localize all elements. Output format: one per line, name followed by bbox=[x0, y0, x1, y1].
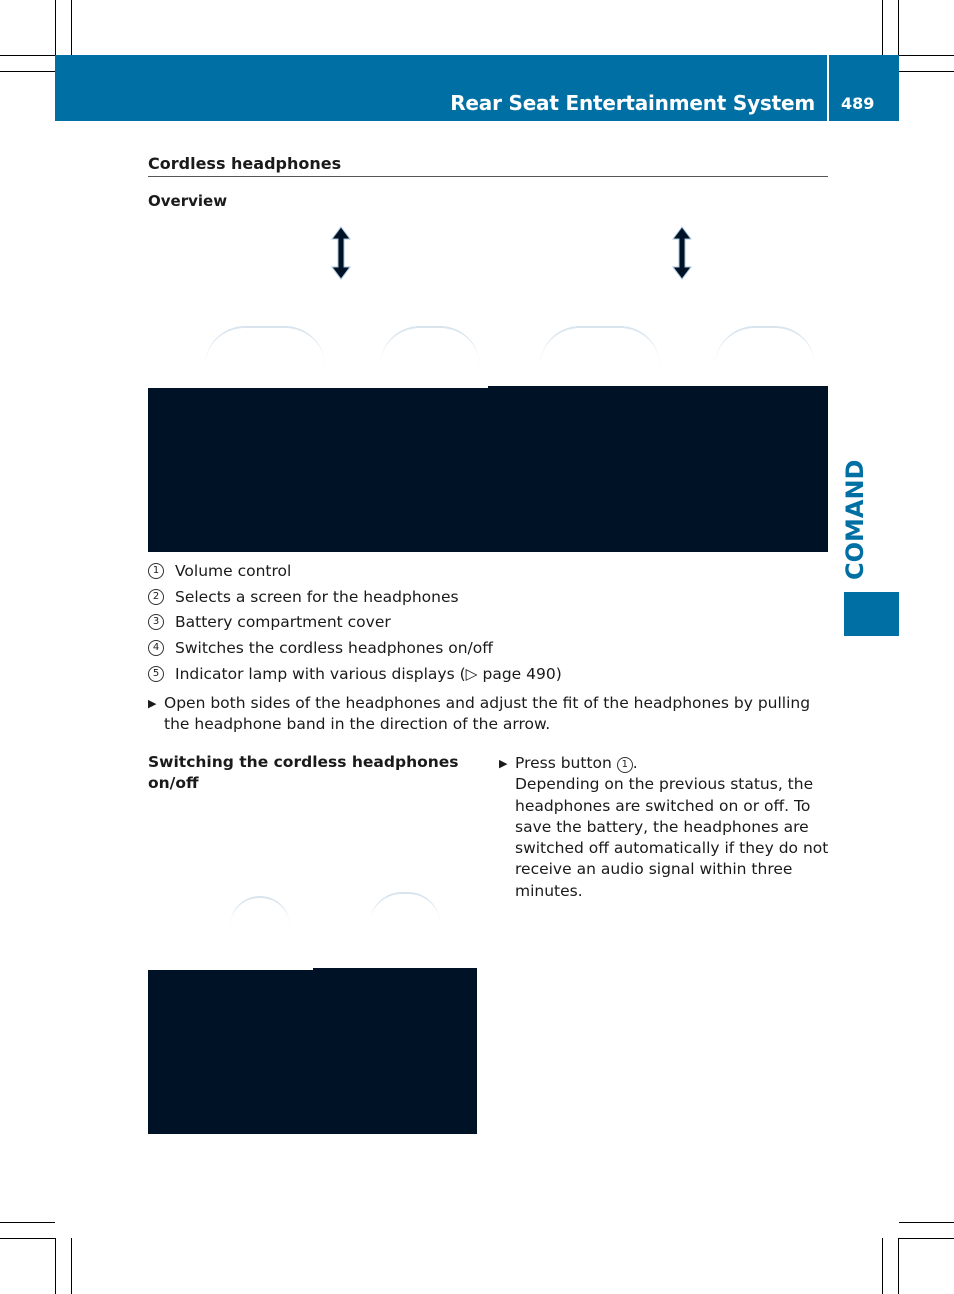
press-button-text: Press button bbox=[515, 754, 617, 772]
legend-text: Selects a screen for the headphones bbox=[175, 587, 459, 606]
headphone-outline bbox=[205, 326, 325, 368]
crop-mark bbox=[0, 1222, 55, 1223]
page-number-box bbox=[829, 55, 899, 121]
legend-item bbox=[148, 635, 828, 661]
triangle-right-icon: ▶ bbox=[499, 757, 508, 770]
callout-legend bbox=[148, 558, 828, 687]
crop-mark bbox=[882, 0, 883, 55]
section-title: Cordless headphones bbox=[148, 154, 342, 173]
instruction-step bbox=[148, 693, 828, 736]
headphones-image-right bbox=[488, 386, 828, 552]
legend-text: Volume control bbox=[175, 561, 292, 580]
power-button-image bbox=[148, 970, 477, 1134]
double-arrow-vertical-icon bbox=[670, 226, 694, 280]
crop-mark bbox=[899, 55, 954, 56]
crop-mark bbox=[898, 1238, 899, 1294]
crop-mark bbox=[0, 71, 55, 72]
headphone-outline bbox=[230, 896, 290, 928]
headphone-outline bbox=[540, 326, 660, 368]
instruction-text: Open both sides of the headphones and adjust the fit of the headphones by pulling the headphone band in the direction of the arrow. bbox=[164, 694, 811, 734]
legend-item bbox=[148, 584, 828, 610]
switching-heading: Switching the cordless headphones on/off bbox=[148, 753, 459, 793]
press-suffix: . bbox=[632, 754, 638, 772]
switching-description: Depending on the previous status, the headphones are switched on or off. To save the battery, the headphones are switched off automatically if they do not receive an audio signal within three minutes. bbox=[515, 775, 829, 900]
headphone-outline bbox=[380, 326, 480, 368]
power-button-image-top bbox=[313, 968, 477, 972]
callout-number: 4 bbox=[148, 640, 164, 656]
crop-mark bbox=[71, 1238, 72, 1294]
legend-item bbox=[148, 661, 828, 687]
callout-number: 1 bbox=[148, 563, 164, 579]
side-tab-marker bbox=[844, 592, 899, 636]
legend-item bbox=[148, 558, 828, 584]
crop-mark bbox=[0, 1238, 55, 1239]
headphones-image-left bbox=[148, 388, 488, 552]
headphone-outline bbox=[715, 326, 815, 368]
legend-text: Switches the cordless headphones on/off bbox=[175, 639, 493, 658]
crop-mark bbox=[899, 1238, 954, 1239]
callout-number: 5 bbox=[148, 666, 164, 682]
callout-number: 3 bbox=[148, 614, 164, 630]
crop-mark bbox=[0, 55, 55, 56]
crop-mark bbox=[882, 1238, 883, 1294]
crop-mark bbox=[899, 71, 954, 72]
callout-number: 1 bbox=[617, 757, 633, 773]
section-divider bbox=[148, 176, 828, 177]
crop-mark bbox=[71, 0, 72, 55]
header-title: Rear Seat Entertainment System bbox=[450, 91, 815, 115]
side-section-label: COMAND bbox=[841, 459, 869, 580]
crop-mark bbox=[899, 1222, 954, 1223]
overview-heading: Overview bbox=[148, 192, 228, 210]
double-arrow-vertical-icon bbox=[329, 226, 353, 280]
crop-mark bbox=[898, 0, 899, 55]
triangle-right-icon: ▶ bbox=[148, 697, 157, 710]
instruction-step bbox=[499, 753, 831, 902]
legend-text: Battery compartment cover bbox=[175, 613, 391, 632]
page-number: 489 bbox=[841, 94, 875, 113]
crop-mark bbox=[55, 0, 56, 55]
crop-mark bbox=[55, 1238, 56, 1294]
headphone-outline bbox=[370, 892, 440, 924]
page-header bbox=[55, 55, 827, 121]
callout-number: 2 bbox=[148, 589, 164, 605]
legend-text: Indicator lamp with various displays (▷ page 490) bbox=[175, 665, 562, 684]
legend-item bbox=[148, 610, 828, 636]
